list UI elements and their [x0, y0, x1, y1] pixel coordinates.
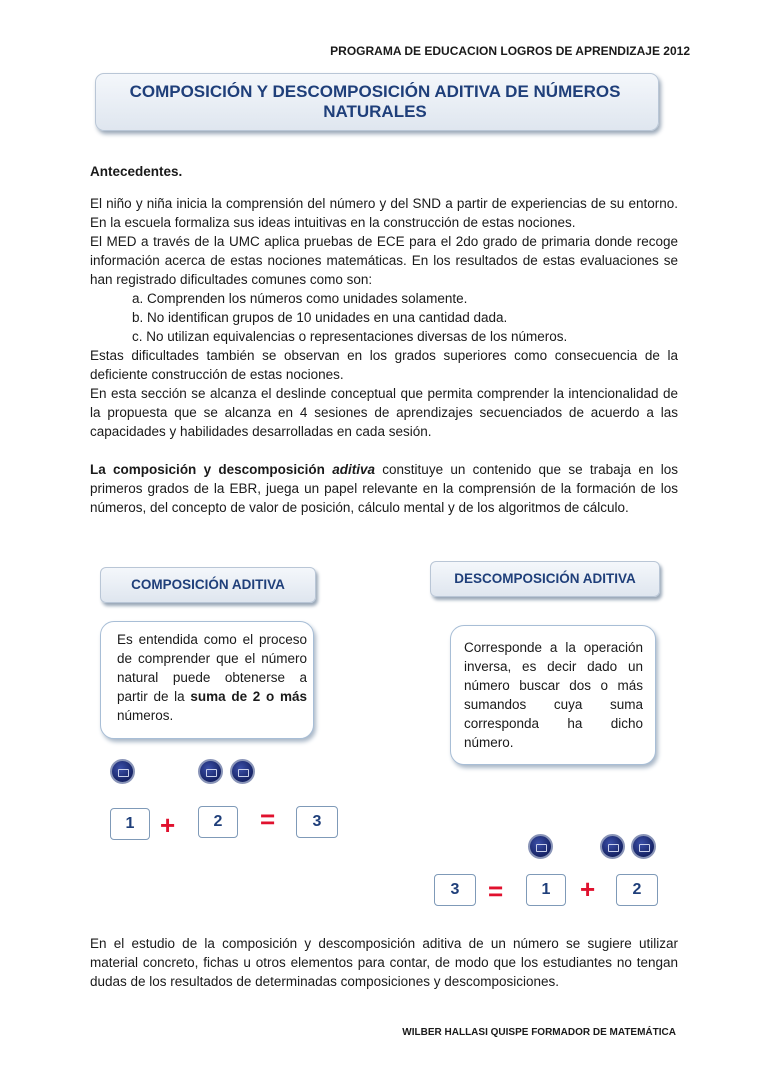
- comp-addend-a: 1: [110, 808, 150, 840]
- paragraph-3: Estas dificultades también se observan en los grados superiores como consecuencia de la deficiente construcción de estas nociones.: [90, 348, 678, 382]
- coin-icon: [198, 759, 223, 784]
- desc-equals-sign: =: [488, 876, 504, 906]
- para5-bold: La composición y descomposición: [90, 462, 333, 477]
- desc-addend-b: 2: [616, 874, 658, 906]
- paragraph-1: El niño y niña inicia la comprensión del número y del SND a partir de experiencias de su entorno. En la escuela formaliza sus ideas intuitivas en la construcción de estas nociones.: [90, 196, 678, 230]
- composicion-def-b: números.: [117, 708, 174, 723]
- composicion-def-a: Es entendida como el proceso de comprender que el número natural puede obtenerse a partir de la: [117, 632, 307, 704]
- comp-plus-sign: +: [160, 810, 176, 840]
- antecedentes-section: [90, 162, 678, 517]
- descomposicion-definition: Corresponde a la operación inversa, es decir dado un número buscar dos o más sumandos cuya suma corresponda ha dicho número.: [450, 625, 656, 765]
- desc-addend-a: 1: [526, 874, 566, 906]
- coin-icon: [230, 759, 255, 784]
- page-title: [100, 82, 650, 122]
- page-header: PROGRAMA DE EDUCACION LOGROS DE APRENDIZAJE 2012: [330, 44, 690, 58]
- composicion-def-bold: suma de 2 o más: [190, 689, 307, 704]
- paragraph-5: [90, 460, 678, 517]
- composicion-label: COMPOSICIÓN ADITIVA: [100, 567, 316, 603]
- coin-icon: [528, 834, 553, 859]
- composicion-definition: [100, 621, 314, 739]
- desc-number: 3: [434, 874, 476, 906]
- difficulties-list: [90, 289, 678, 346]
- page-footer: WILBER HALLASI QUISPE FORMADOR DE MATEMÁTICA: [402, 1027, 676, 1038]
- antecedentes-heading: Antecedentes.: [90, 164, 183, 179]
- coin-icon: [631, 834, 656, 859]
- list-item: c. No utilizan equivalencias o representaciones diversas de los números.: [132, 329, 568, 344]
- paragraph-2: El MED a través de la UMC aplica pruebas de ECE para el 2do grado de primaria donde recoge información acerca de estas nociones matemáticas. En los resultados de estas evaluaciones se han registrado dificultades comunes como son:: [90, 234, 678, 287]
- list-item: b. No identifican grupos de 10 unidades en una cantidad dada.: [132, 310, 508, 325]
- coin-icon: [110, 759, 135, 784]
- comp-equals-sign: =: [260, 804, 276, 834]
- paragraph-4: En esta sección se alcanza el deslinde conceptual que permita comprender la intencionalidad de la propuesta que se alcanza en 4 sesiones de aprendizajes secuenciados de acuerdo a las capacidades y habilidades desarrolladas en cada sesión.: [90, 386, 678, 439]
- para5-bold-italic: aditiva: [332, 462, 375, 477]
- para5-rest: constituye un contenido que se trabaja en los primeros grados de la EBR, juega un papel relevante en la comprensión de la formación de los números, del concepto de valor de posición, cálculo mental y de los algoritmos de cálculo.: [90, 462, 678, 515]
- comp-addend-b: 2: [198, 806, 238, 838]
- list-item: a. Comprenden los números como unidades solamente.: [132, 291, 468, 306]
- descomposicion-label: DESCOMPOSICIÓN ADITIVA: [430, 561, 660, 597]
- title-line-1: COMPOSICIÓN Y DESCOMPOSICIÓN ADITIVA DE NÚMEROS: [129, 82, 621, 101]
- title-line-2: NATURALES: [323, 102, 427, 121]
- coin-icon: [600, 834, 625, 859]
- paragraph-6: En el estudio de la composición y descomposición aditiva de un número se sugiere utilizar material concreto, fichas u otros elementos para contar, de modo que los estudiantes no tengan dudas de los resultados de determinadas composiciones y descomposiciones.: [90, 936, 678, 989]
- desc-plus-sign: +: [580, 874, 596, 904]
- comp-result: 3: [296, 806, 338, 838]
